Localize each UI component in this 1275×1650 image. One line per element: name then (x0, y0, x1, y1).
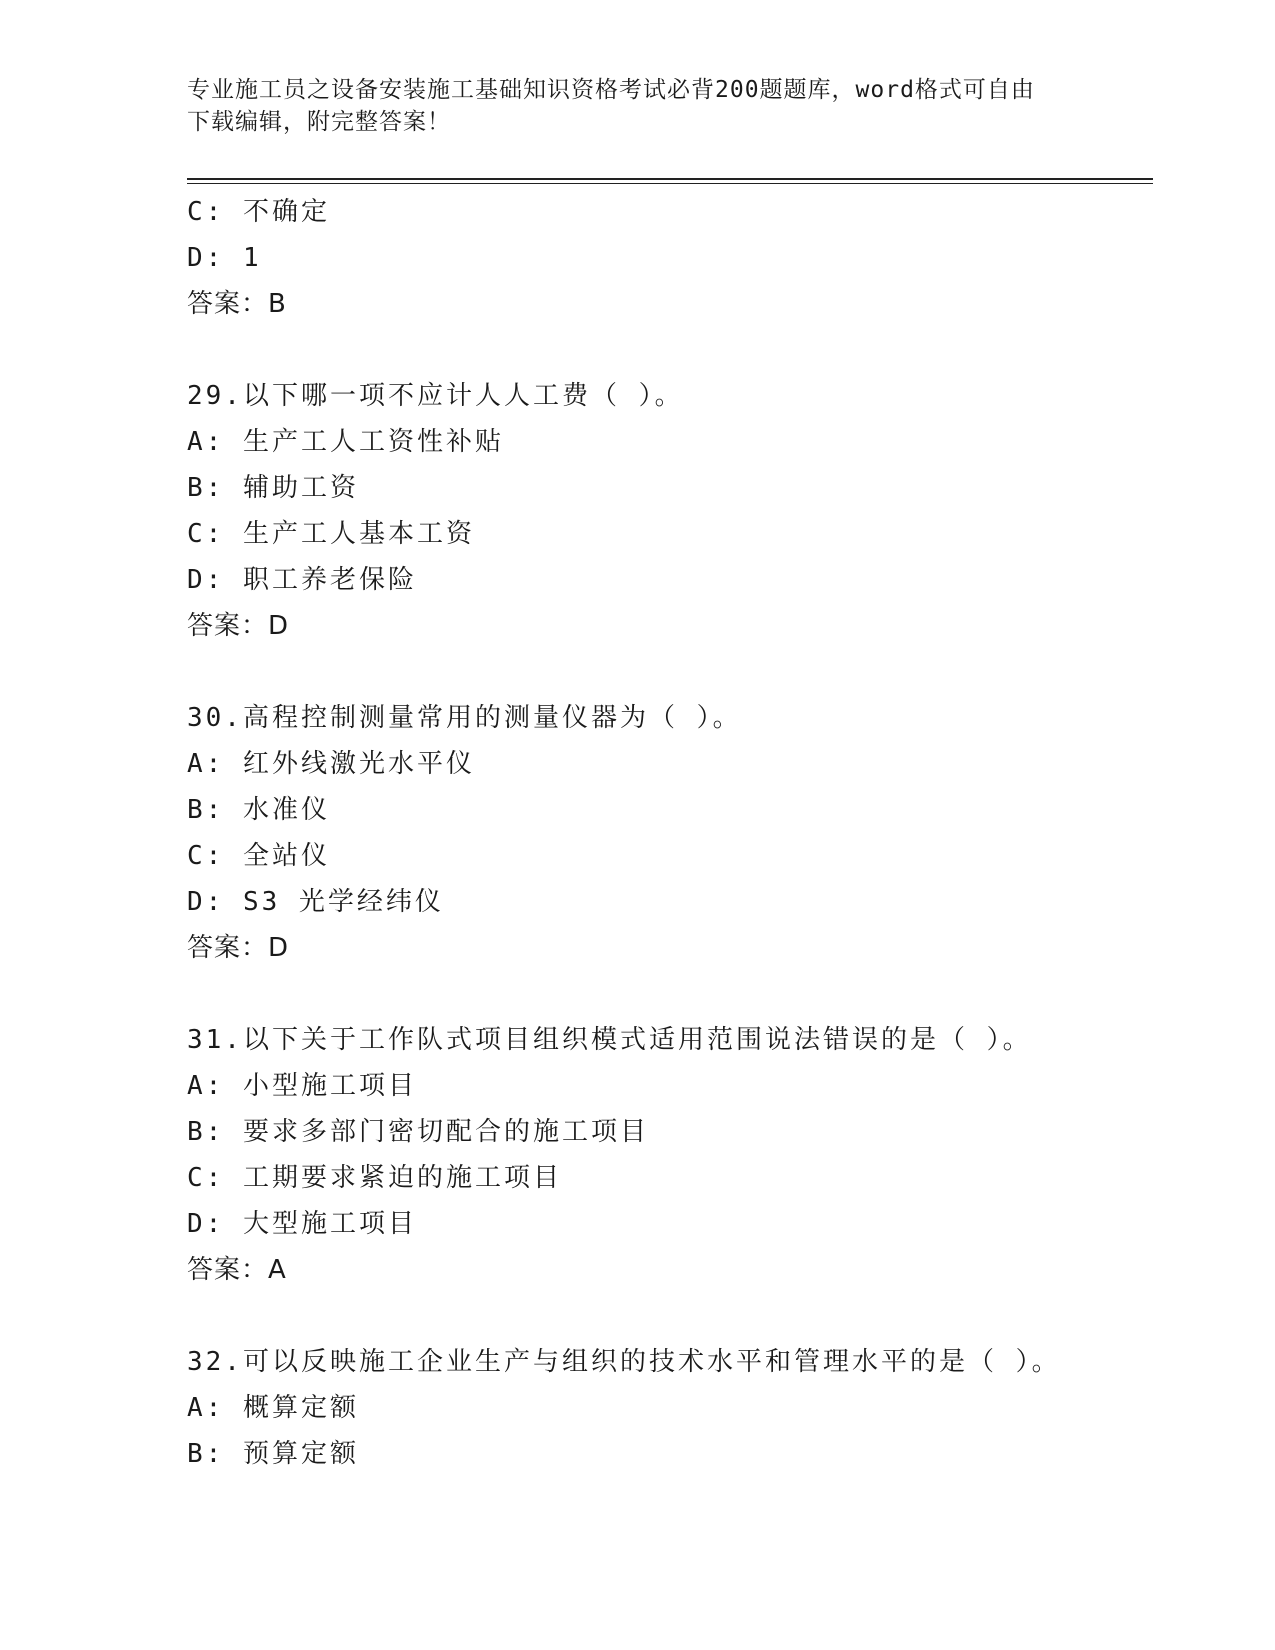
option-c: C: 全站仪 (187, 841, 330, 871)
option-b: B: 要求多部门密切配合的施工项目 (187, 1117, 649, 1147)
question-stem: 31.以下关于工作队式项目组织模式适用范围说法错误的是（ ）。 (187, 1025, 1032, 1055)
question-stem: 29.以下哪一项不应计人人工费（ ）。 (187, 381, 684, 411)
header-divider-thick (187, 178, 1153, 180)
header-title-line-1: 专业施工员之设备安装施工基础知识资格考试必背200题题库，word格式可自由 (187, 77, 1035, 103)
option-a: A: 小型施工项目 (187, 1071, 417, 1101)
option-d: D: 大型施工项目 (187, 1209, 417, 1239)
option-d: D: 职工养老保险 (187, 565, 417, 595)
option-b: B: 辅助工资 (187, 473, 359, 503)
question-stem: 30.高程控制测量常用的测量仪器为（ ）。 (187, 703, 742, 733)
option-a: A: 概算定额 (187, 1393, 359, 1423)
question-block-29 (187, 373, 1147, 649)
question-block-30 (187, 695, 1147, 971)
option-a: A: 生产工人工资性补贴 (187, 427, 504, 457)
spacer (187, 649, 1147, 695)
option-b: B: 水准仪 (187, 795, 330, 825)
option-c: C: 不确定 (187, 197, 330, 227)
header-divider-thin (187, 183, 1153, 184)
option-d: D: 1 (187, 243, 262, 273)
header-title-line-2: 下载编辑，附完整答案！ (187, 109, 451, 135)
option-a: A: 红外线激光水平仪 (187, 749, 475, 779)
answer-line: 答案：D (187, 611, 290, 641)
option-d: D: S3 光学经纬仪 (187, 887, 444, 917)
option-b: B: 预算定额 (187, 1439, 359, 1469)
answer-line: 答案：D (187, 933, 290, 963)
spacer (187, 1293, 1147, 1339)
option-c: C: 工期要求紧迫的施工项目 (187, 1163, 562, 1193)
question-block-32 (187, 1339, 1147, 1477)
question-list (187, 189, 1147, 1477)
question-block-28-continued (187, 189, 1147, 327)
spacer (187, 971, 1147, 1017)
answer-line: 答案：B (187, 289, 287, 319)
document-header (187, 74, 1067, 138)
answer-line: 答案：A (187, 1255, 287, 1285)
question-block-31 (187, 1017, 1147, 1293)
option-c: C: 生产工人基本工资 (187, 519, 475, 549)
question-stem: 32.可以反映施工企业生产与组织的技术水平和管理水平的是（ ）。 (187, 1347, 1061, 1377)
spacer (187, 327, 1147, 373)
